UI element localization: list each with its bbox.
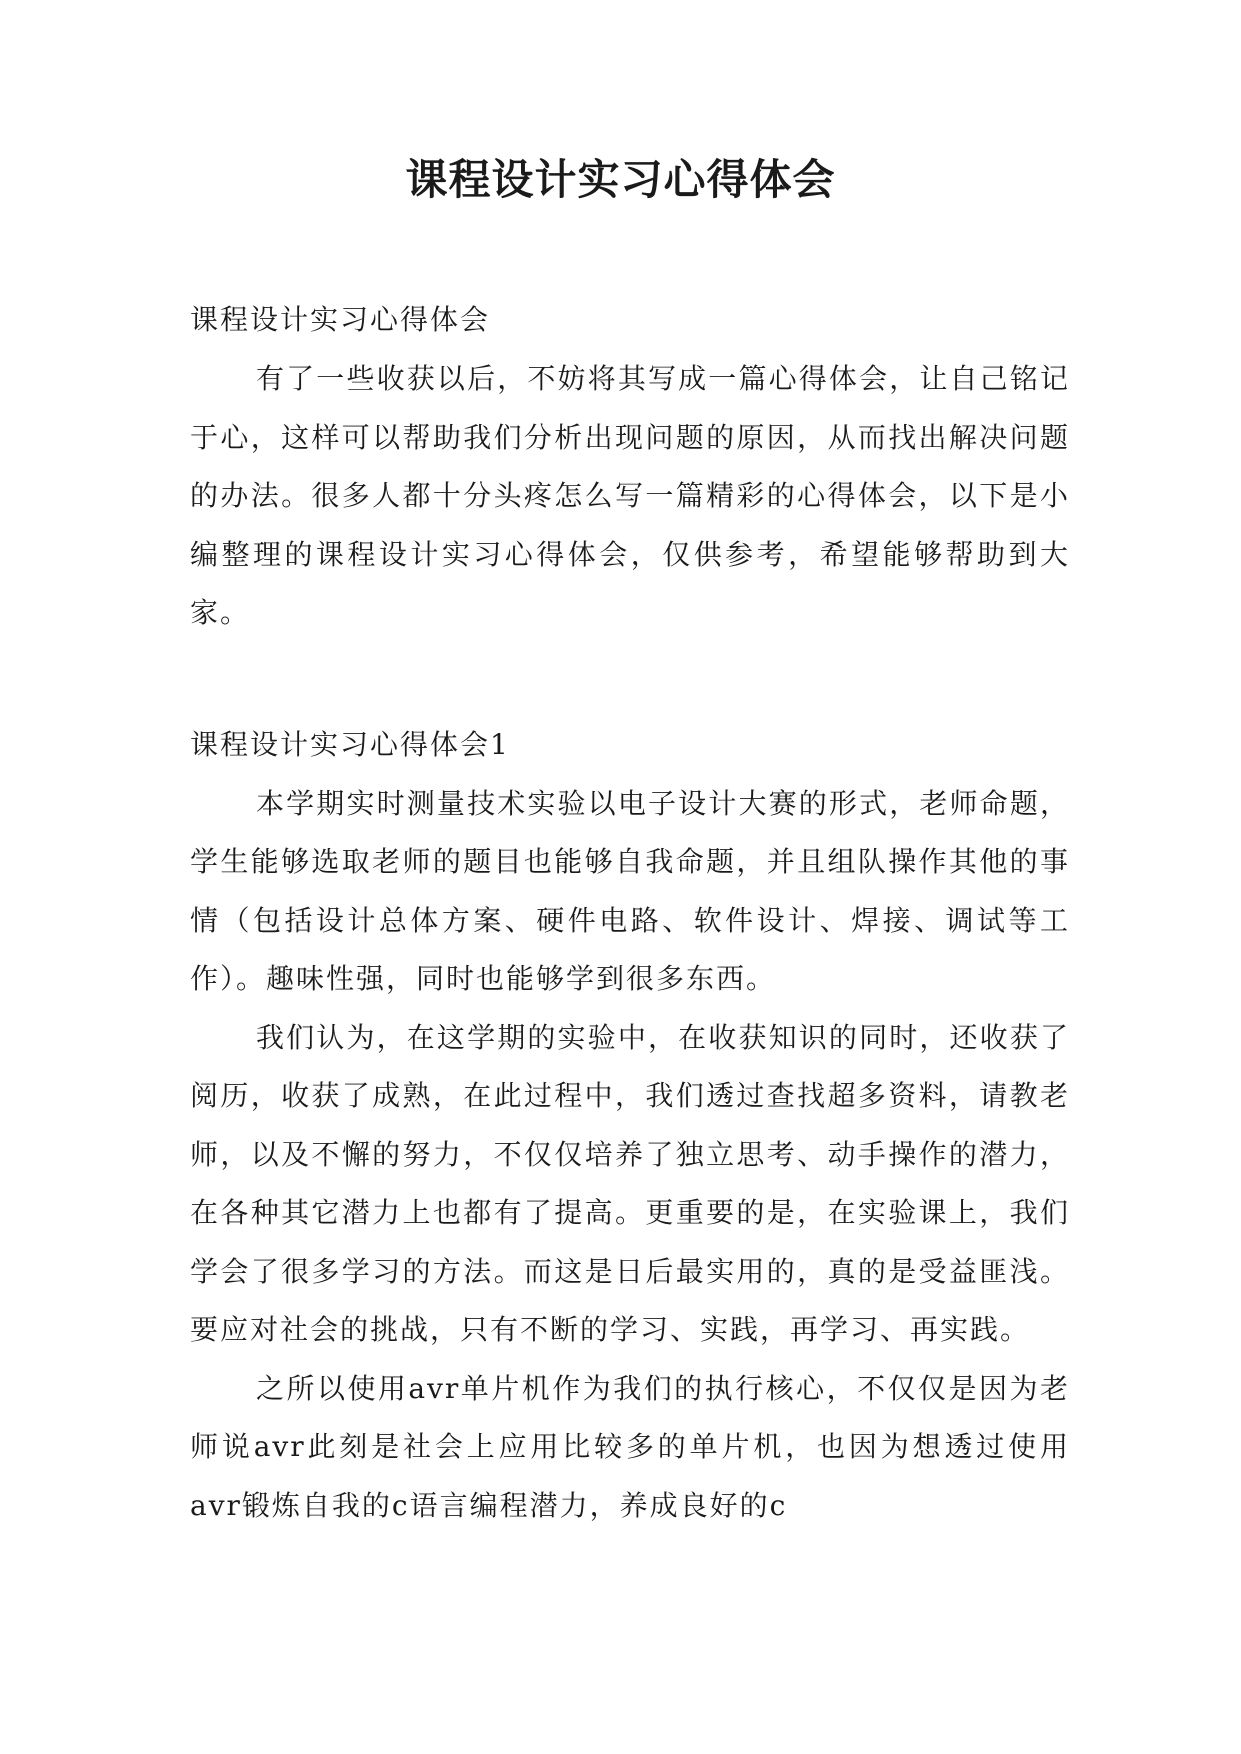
document-body [190, 290, 1070, 1535]
intro-paragraph: 有了一些收获以后，不妨将其写成一篇心得体会，让自己铭记于心，这样可以帮助我们分析出现问题的原因，从而找出解决问题的办法。很多人都十分头疼怎么写一篇精彩的心得体会，以下是小编整理的课程设计实习心得体会，仅供参考，希望能够帮助到大家。 [190, 362, 1070, 629]
section1-paragraph-1: 本学期实时测量技术实验以电子设计大赛的形式，老师命题，学生能够选取老师的题目也能够自我命题，并且组队操作其他的事情（包括设计总体方案、硬件电路、软件设计、焊接、调试等工作）。趣味性强，同时也能够学到很多东西。 [190, 786, 1070, 995]
section1-heading: 课程设计实习心得体会1 [190, 727, 510, 761]
document-title: 课程设计实习心得体会 [405, 155, 836, 204]
section-spacer [190, 643, 1070, 715]
section1-paragraph-2: 我们认为，在这学期的实验中，在收获知识的同时，还收获了阅历，收获了成熟，在此过程中，我们透过查找超多资料，请教老师，以及不懈的努力，不仅仅培养了独立思考、动手操作的潜力，在各种其它潜力上也都有了提高。更重要的是，在实验课上，我们学会了很多学习的方法。而这是日后最实用的，真的是受益匪浅。要应对社会的挑战，只有不断的学习、实践，再学习、再实践。 [190, 1020, 1070, 1346]
section1-paragraph-3: 之所以使用avr单片机作为我们的执行核心，不仅仅是因为老师说avr此刻是社会上应用比较多的单片机，也因为想透过使用avr锻炼自我的c语言编程潜力，养成良好的c [190, 1371, 1070, 1522]
intro-heading: 课程设计实习心得体会 [190, 303, 491, 336]
